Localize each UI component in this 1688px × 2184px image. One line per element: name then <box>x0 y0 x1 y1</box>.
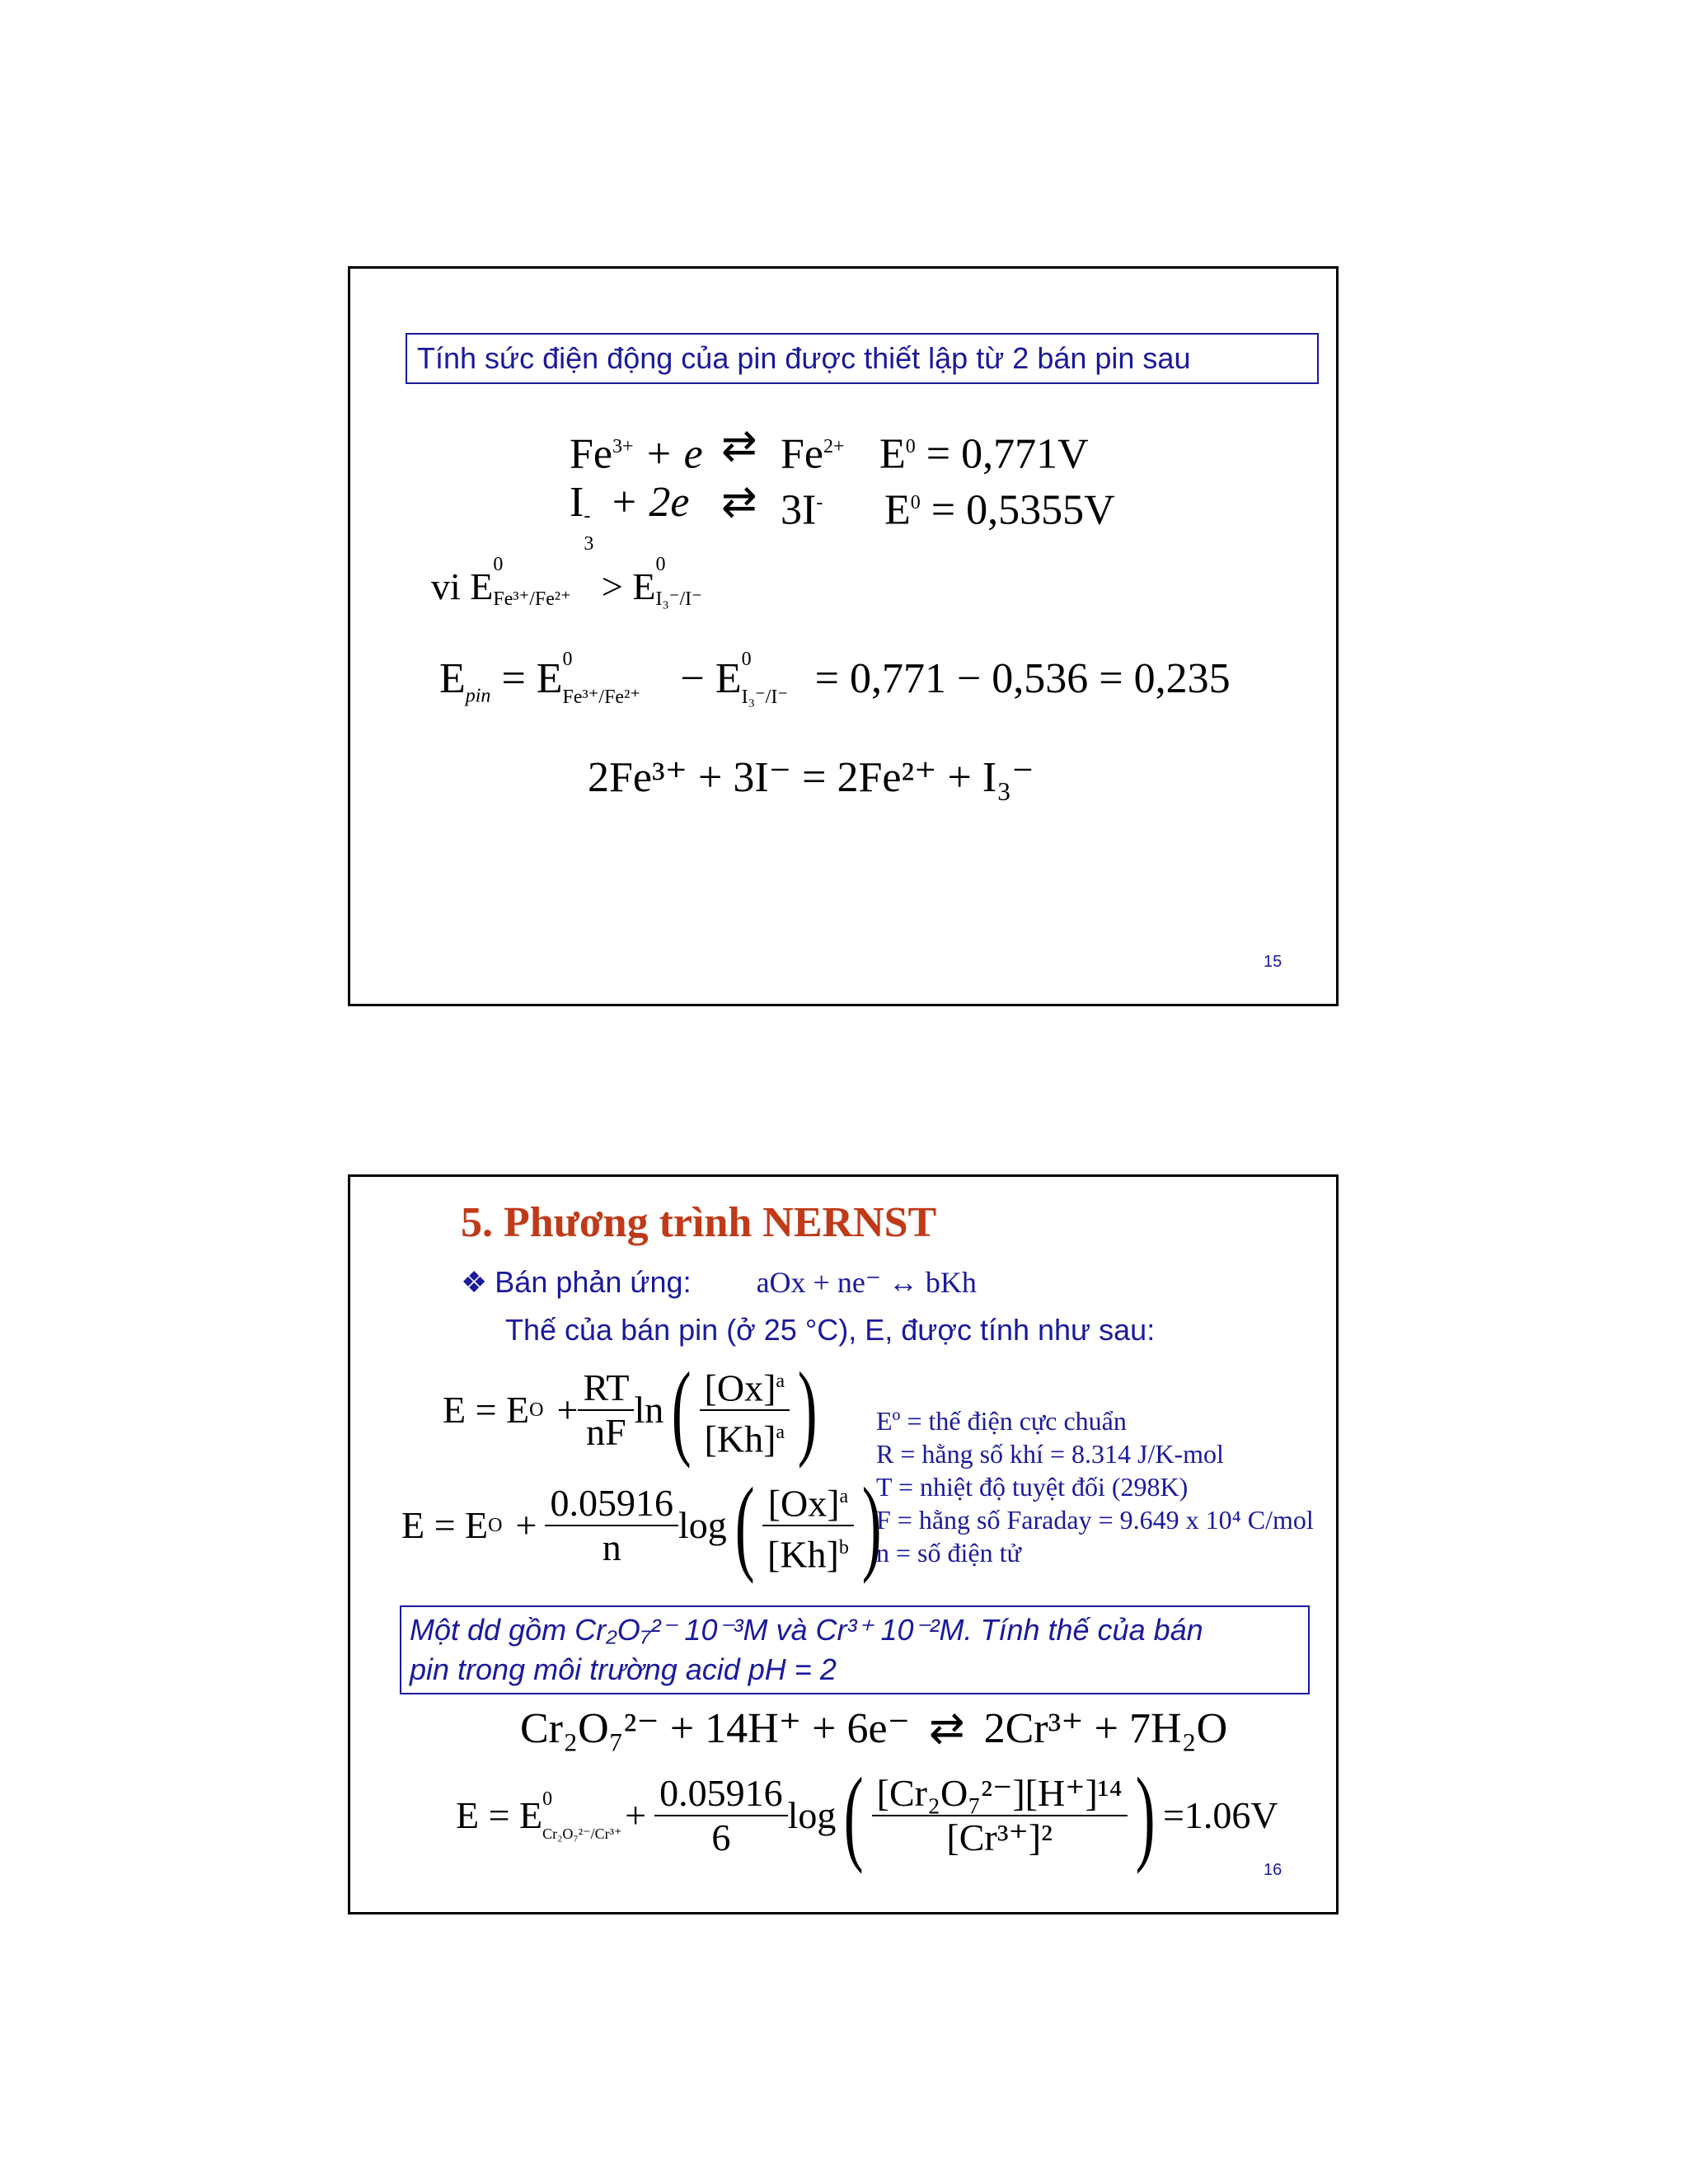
nernst-equation-ln: E = E O + $\frac{RT}{nF}$ ln ( $\frac{[Ox]^a}{[Kh]^a}$ ) <box>443 1351 818 1469</box>
reaction-2-rhs: 3I- <box>781 486 823 534</box>
reaction-1-potential: $E^0 = 0,771V$ <box>879 430 1089 478</box>
diamond-bullet-icon: ❖ <box>461 1265 488 1299</box>
problem-line-1: Một dd gồm Cr₂O₇²⁻ 10⁻³M và Cr³⁺ 10⁻²M. Tính thế của bán <box>410 1613 1203 1647</box>
dichromate-reaction: Cr₂O₇²⁻ + 14H⁺ + 6e⁻ ⇄ 2Cr³⁺ + 7H₂O <box>520 1705 1228 1752</box>
slide-15 <box>348 266 1339 1006</box>
potential-comparison: vi E 0 Fe³⁺/Fe²⁺ > E 0 I₃⁻/I⁻ <box>431 554 702 610</box>
variable-definitions <box>876 1404 1314 1569</box>
half-reaction: aOx + ne⁻ ↔ bKh <box>756 1266 977 1299</box>
reaction-2: I - 3 + 2e <box>570 479 690 555</box>
slide-15-title: Tính sức điện động của pin được thiết lập từ 2 bán pin sau <box>417 341 1191 375</box>
slide-16 <box>348 1174 1339 1915</box>
note-item: Eº = thế điện cực chuẩn <box>876 1406 1127 1436</box>
page-number: 15 <box>1264 953 1282 971</box>
cell-emf-equation: $E_{pin} = E$ 0 Fe³⁺/Fe²⁺ − E 0 I₃⁻/I⁻ = 0,771 − 0,536 = 0,235 <box>439 649 1231 708</box>
equilibrium-arrow-icon: ⇄ <box>929 1705 965 1752</box>
problem-box <box>400 1605 1310 1694</box>
note-item: F = hằng số Faraday = 9.649 x 10⁴ C/mol <box>876 1505 1314 1535</box>
reaction-1-rhs: $Fe^{2+}$ <box>781 430 845 478</box>
slide-15-title-box <box>406 333 1319 384</box>
note-item: R = hằng số khí = 8.314 J/K-mol <box>876 1439 1224 1469</box>
half-reaction-label: Bán phản ứng: <box>495 1265 692 1299</box>
problem-line-2: pin trong môi trường acid pH = 2 <box>410 1652 837 1686</box>
nernst-subtitle: Thế của bán pin (ở 25 °C), E, được tính như sau: <box>505 1313 1156 1347</box>
equilibrium-arrow-icon: ⇄ <box>721 479 757 526</box>
equilibrium-arrow-icon: ⇄ <box>721 423 757 470</box>
note-item: T = nhiệt độ tuyệt đối (298K) <box>876 1472 1189 1502</box>
page-number: 16 <box>1264 1861 1282 1879</box>
nernst-equation-log: E = E O + $\frac{0.05916}{n}$ log ( $\frac{[Ox]^a}{[Kh]^b}$ ) <box>401 1466 882 1585</box>
overall-reaction: 2Fe³⁺ + 3I⁻ = 2Fe²⁺ + I₃⁻ <box>588 754 1034 801</box>
reaction-1: $Fe^{3+} + e$ <box>570 430 703 478</box>
dichromate-nernst-equation: E = E 0 Cr₂O₇²⁻/Cr³⁺ + $\frac{0.05916}{6}$ log ( $\frac{\text{[Cr₂O₇²⁻][H⁺]¹⁴}}{\text{[Cr³⁺]²}}$ ) =1.06V <box>456 1756 1278 1875</box>
note-item: n = số điện tử <box>876 1538 1021 1568</box>
slide-16-title: 5. Phương trình NERNST <box>461 1199 937 1246</box>
half-reaction-row <box>461 1263 977 1302</box>
reaction-2-potential: $E^0 = 0,5355V$ <box>884 486 1115 534</box>
